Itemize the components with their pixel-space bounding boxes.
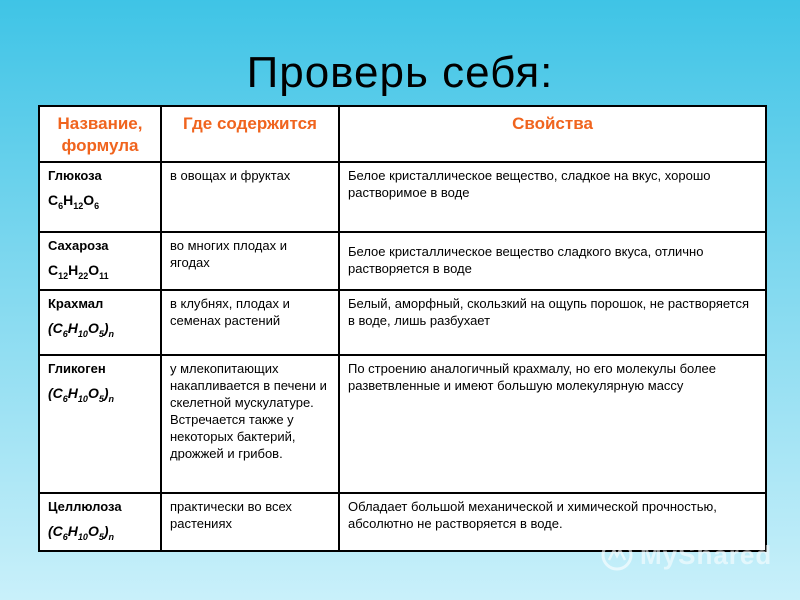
formula-part: H (67, 523, 78, 540)
substance-formula (48, 523, 152, 546)
header-name-label: Название, (57, 114, 143, 133)
properties-cell: Белое кристаллическое вещество сладкого вкуса, отлично растворяется в воде (339, 232, 766, 290)
properties-cell: Белое кристаллическое вещество, сладкое на вкус, хорошо растворимое в воде (339, 162, 766, 232)
substance-formula (48, 320, 152, 343)
table-row (39, 232, 766, 290)
formula-part: ) (103, 523, 109, 540)
formula-sub: n (108, 393, 115, 404)
properties-cell: По строению аналогичный крахмалу, но его молекулы более разветвленные и имеют большую молекулярную массу (339, 355, 766, 493)
formula-part: O (88, 262, 100, 279)
formula-sub: 5 (98, 393, 104, 404)
header-formula-label: формула (61, 136, 139, 155)
location-cell: в клубнях, плодах и семенах растений (161, 290, 339, 355)
formula-part: C (48, 262, 59, 279)
formula-sub: 12 (73, 200, 84, 211)
formula-part: O (87, 523, 99, 540)
substance-name: Гликоген (48, 361, 106, 376)
name-formula-cell (39, 290, 161, 355)
formula-sub: n (108, 531, 115, 542)
formula-part: H (68, 262, 79, 279)
formula-part: (C (48, 523, 63, 540)
formula-part: H (67, 319, 78, 336)
formula-sub: n (108, 328, 115, 339)
properties-cell: Обладает большой механической и химической прочностью, абсолютно не растворяется в воде. (339, 493, 766, 551)
table-row (39, 355, 766, 493)
header-properties: Свойства (339, 106, 766, 162)
formula-sub: 12 (58, 270, 69, 281)
substance-formula (48, 262, 152, 285)
substance-formula (48, 385, 152, 408)
slide-title: Проверь себя: (246, 48, 554, 97)
formula-part: ) (103, 385, 109, 401)
formula-part: ) (103, 319, 109, 336)
substance-name: Целлюлоза (48, 499, 122, 515)
formula-sub: 22 (78, 270, 89, 281)
watermark-text: MyShared (640, 540, 773, 570)
header-location: Где содержится (161, 106, 339, 162)
name-formula-cell (39, 232, 161, 290)
formula-sub: 5 (98, 531, 104, 542)
name-formula-cell (39, 355, 161, 493)
header-name-formula (39, 106, 161, 162)
substance-name: Крахмал (48, 295, 104, 311)
formula-sub: 6 (62, 531, 68, 542)
formula-part: (C (48, 385, 63, 401)
carbohydrates-table (38, 105, 767, 552)
formula-part: O (87, 385, 99, 401)
substance-name: Глюкоза (48, 168, 102, 184)
formula-sub: 6 (58, 200, 64, 211)
formula-sub: 11 (99, 270, 109, 281)
location-cell: у млекопитающих накапливается в печени и скелетной мускулатуре. Встречается также у некоторых бактерий, дрожжей и грибов. (161, 355, 339, 493)
table-row (39, 290, 766, 355)
substance-formula (48, 192, 152, 215)
formula-part: C (48, 192, 59, 209)
location-cell: в овощах и фруктах (161, 162, 339, 232)
location-cell: во многих плодах и ягодах (161, 232, 339, 290)
substance-name: Сахароза (48, 238, 109, 254)
name-formula-cell (39, 162, 161, 232)
formula-part: O (87, 319, 99, 336)
formula-sub: 10 (77, 328, 88, 339)
formula-sub: 6 (62, 328, 68, 339)
properties-cell: Белый, аморфный, скользкий на ощупь порошок, не растворяется в воде, лишь разбухает (339, 290, 766, 355)
formula-part: O (83, 192, 95, 209)
formula-part: H (63, 192, 74, 209)
formula-sub: 10 (77, 393, 88, 404)
table-header-row (39, 106, 766, 162)
table-row (39, 162, 766, 232)
myshared-logo-icon (600, 538, 634, 572)
formula-sub: 6 (62, 393, 68, 404)
formula-sub: 5 (98, 328, 104, 339)
formula-part: H (67, 385, 78, 401)
location-cell: практически во всех растениях (161, 493, 339, 551)
formula-sub: 6 (94, 200, 100, 211)
formula-sub: 10 (77, 531, 88, 542)
formula-part: (C (48, 319, 63, 336)
name-formula-cell (39, 493, 161, 551)
